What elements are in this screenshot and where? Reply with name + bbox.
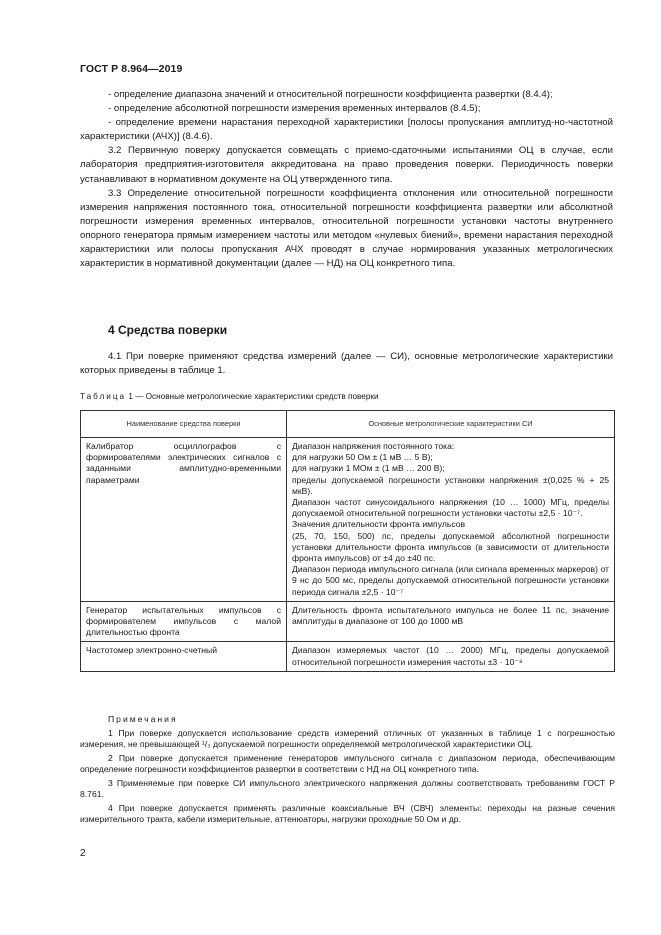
section-intro — [80, 350, 613, 378]
note-item: 2 При поверке допускается применение генераторов импульсного сигнала с диапазоном периода, обеспечивающим определение погрешности коэффициентов развертки в соответствии с НД на ОЦ конкретного типа. — [80, 752, 615, 774]
table-cell-specs — [287, 642, 615, 671]
spec-line: Диапазон периода импульсного сигнала (или сигнала временных маркеров) от 9 нс до 500 мс, пределы допускаемой относительной погрешности установки периода сигнала ±2,5 · 10⁻⁷ — [292, 564, 609, 597]
section-title: 4 Средства поверки — [108, 323, 228, 337]
spec-line: Диапазон напряжения постоянного тока: — [292, 441, 455, 451]
table-cell-name: Частотомер электронно-счетный — [81, 642, 287, 671]
notes-block — [80, 714, 615, 828]
table-caption — [80, 392, 379, 401]
notes-title: Примечания — [108, 714, 178, 724]
spec-line: Диапазон частот синусоидального напряжения (10 … 1000) МГц, пределы допускаемой относительной погрешности установки частоты ±2,5 · 10⁻⁷. — [292, 497, 609, 519]
note-item: 3 Применяемые при поверке СИ импульсного электрического напряжения должны соответствовать требованиям ГОСТ Р 8.761. — [80, 777, 615, 799]
table-header-cell: Основные метрологические характеристики СИ — [287, 411, 615, 438]
spec-line: для нагрузки 50 Ом ± (1 мВ … 5 В); — [292, 452, 433, 463]
document-header: ГОСТ Р 8.964—2019 — [80, 63, 183, 75]
spec-line: Значения длительности фронта импульсов — [292, 519, 466, 530]
table-row — [81, 601, 615, 642]
spec-line: Диапазон измеряемых частот (10 … 2000) МГц, пределы допускаемой относительной погрешности измерения частоты ±3 · 10⁻⁸ — [292, 645, 609, 667]
table-cell-name: Калибратор осциллографов с формирователями электрических сигналов с заданными амплитудно-временными параметрами — [81, 438, 287, 602]
table-row — [81, 438, 615, 602]
paragraph: - определение диапазона значений и относительной погрешности коэффициента развертки (8.4.4); — [108, 89, 553, 100]
table-cell-specs — [287, 438, 615, 602]
table-caption-word: Таблица — [80, 392, 127, 401]
spec-line: (25, 70, 150, 500) пс, пределы допускаемой абсолютной погрешности установки длительности фронта импульсов (в зависимости от длительности фронта импульсов) от ±4 до ±40 пс. — [292, 530, 609, 564]
table-header-row — [81, 411, 615, 438]
note-item: 4 При поверке допускается применять различные коаксиальные ВЧ (СВЧ) элементы: переходы на разные сечения измерительного тракта, кабели измерительные, аттенюаторы, нагрузки проходные 50 Ом и др. — [80, 802, 615, 824]
paragraph: - определение времени нарастания переходной характеристики [полосы пропускания амплитуд-но-частотной характеристики (АЧХ)] (8.4.6). — [80, 117, 613, 143]
paragraph: 3.2 Первичную поверку допускается совмещать с приемо-сдаточными испытаниями ОЦ в случае, если лаборатория предприятия-изготовителя аккредитована на право проведения поверки. Периодичность поверки устанавливают в нормативном документе на ОЦ утвержденного типа. — [80, 145, 613, 185]
table-row — [81, 642, 615, 671]
paragraph: 4.1 При поверке применяют средства измерений (далее — СИ), основные метрологические характеристики которых приведены в таблице 1. — [80, 351, 613, 377]
table-cell-name: Генератор испытательных импульсов с формирователем импульсов с малой длительностью фронта — [81, 601, 287, 642]
table-header-cell: Наименование средства поверки — [81, 411, 287, 438]
note-item: 1 При поверке допускается использование средств измерений отличных от указанных в таблице 1 с погрешностью измерения, не превышающей ¹/₃ допускаемой погрешности определяемой метрологической характеристики ОЦ. — [80, 727, 615, 749]
table-caption-text: 1 — Основные метрологические характеристики средств поверки — [126, 392, 379, 401]
spec-line: Длительность фронта испытательного импульса не более 11 пс, значение амплитуды в диапазоне от 100 до 1000 мВ — [292, 604, 609, 627]
table-cell-specs — [287, 601, 615, 642]
paragraph: - определение абсолютной погрешности измерения временных интервалов (8.4.5); — [108, 103, 481, 115]
page-number: 2 — [80, 848, 86, 859]
body-text — [80, 88, 613, 271]
tools-table — [80, 410, 615, 672]
spec-line: пределы допускаемой погрешности установки напряжения ±(0,025 % + 25 мкВ). — [292, 474, 609, 496]
paragraph: 3.3 Определение относительной погрешности коэффициента отклонения или относительной погрешности измерения напряжения постоянного тока, относительной погрешности коэффициента развертки или абсолютной погрешности измерения временных интервалов, относительной погрешности установки частоты внутреннего опорного генератора прямым измерением частоты или методом «нулевых биений», времени нарастания переходной характеристики или полосы пропускания АЧХ проводят в случае нормирования указанных метрологических характеристик в нормативной документации (далее — НД) на ОЦ конкретного типа. — [80, 187, 613, 270]
spec-line: для нагрузки 1 МОм ± (1 мВ … 200 В); — [292, 463, 445, 474]
